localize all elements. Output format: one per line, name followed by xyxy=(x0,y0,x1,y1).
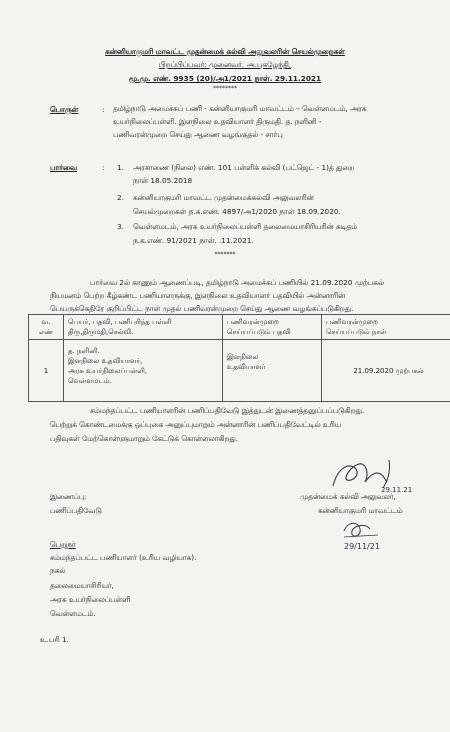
reference-3-line-1: வெள்ளமடம், அரசு உயர்நிலைப்பள்ளி தலைமையாசிரியரின் கடிதம் xyxy=(133,222,358,231)
reference-1-line-2: நாள் 18.05.2018 xyxy=(133,176,193,185)
header-details xyxy=(64,315,223,340)
reference-2-line-2: செயல்முறைகள் ந.க.எண். 4897/அ1/2020 நாள் 18.09.2020. xyxy=(133,207,341,216)
cell-post-line-2: உதவியாளர் xyxy=(227,363,266,371)
recipient-line: சம்மந்தப்பட்ட பணியாளர் (உரிய வழியாக). xyxy=(50,553,197,562)
reference-2-line-1: கன்னியாகுமரி மாவட்ட முதன்மைக்கல்வி அலுவலரின் xyxy=(133,193,314,202)
header-serial-line-2: எண் xyxy=(38,328,54,336)
office-title: கன்னியாகுமரி மாவட்ட முதன்மைக் கல்வி அலுவலரின் செயல்முறைகள் xyxy=(105,47,345,56)
copy-line-3: வெள்ளமடம். xyxy=(50,609,96,618)
header-post xyxy=(223,315,322,340)
copy-line-1: தலைமையாசிரியர், xyxy=(50,581,114,590)
cell-post-line-1: இளநிலை xyxy=(227,353,259,361)
reference-label: பார்வை xyxy=(50,163,77,172)
closing-line-3: பதிவுகள் மேற்கொள்ளுமாறும் கேட்டுக் கொள்ளலாகிறது. xyxy=(50,434,239,443)
reference-colon: : xyxy=(102,163,105,172)
copy-label: நகல் xyxy=(50,566,66,575)
body-line-1: பார்வை 2ல் காணும் ஆணைப்படி, தமிழ்நாடு அமைச்சுப் பணியில் 21.09.2020 முற்பகல் xyxy=(90,278,384,287)
cell-details-line-4: வெள்ளமடம். xyxy=(68,377,112,385)
header-date-line-2: செய்யப்படும் நாள் xyxy=(326,328,387,336)
reference-1-line-1: அரசாணை (நிலை) எண். 101 பள்ளிக் கல்வி (பட்ஜெட் - 1)த் துறை xyxy=(133,163,355,172)
subject-label: பொருள் xyxy=(50,105,79,114)
copy-line-2: அரசு உயர்நிலைப்பள்ளி xyxy=(50,595,131,604)
cell-post xyxy=(223,340,322,402)
closing-line-1: சம்மந்தப்பட்ட பணியாளரின் பணிப்பதிவேடு இத்துடன் இணைத்தனுப்பப்படுகிறது. xyxy=(90,406,365,415)
enclosure-label: இணைப்பு: xyxy=(50,492,87,501)
separator-stars-2: ******* xyxy=(214,251,236,258)
header-post-line-1: பணிவரன்முறை xyxy=(227,318,279,326)
table-header-row xyxy=(29,315,450,340)
cell-details-line-1: த. நளினி. xyxy=(68,347,100,355)
initials-signature xyxy=(338,517,398,553)
subject-line-2: உயர்நிலைப்பள்ளி. இளநிலை உதவியாளர் திருமதி. த. நளினி - xyxy=(113,117,322,126)
cell-date: 21.09.2020 முற்பகல் xyxy=(322,340,450,402)
subject-line-1: தமிழ்நாடு அமைச்சுப் பணி - கன்னியாகுமரி மாவட்டம் – வெள்ளமடம், அரசு xyxy=(113,104,367,113)
body-line-2: நியமனம் பெற்ற கீழ்கண்ட பணியாளருக்கு, இளநிலை உதவியாளர் பதவியில் அன்னாரின் xyxy=(50,291,346,300)
signatory-district: கன்னியாகுமரி மாவட்டம் xyxy=(318,506,403,515)
enclosure-item: பணிப்பதிவேடு xyxy=(50,506,102,515)
header-serial xyxy=(29,315,64,340)
cell-serial: 1 xyxy=(29,340,64,402)
reference-3-line-2: ந.க.எண். 91/2021 நாள். .11.2021. xyxy=(133,236,254,245)
header-details-line-2: திரு,திருமதி,செல்வி. xyxy=(68,328,134,336)
regularisation-table xyxy=(28,314,450,402)
header-serial-line-1: வ. xyxy=(41,318,51,326)
closing-line-2: பெற்றுக் கொண்டமைக்கு ஒப்புகை அனுப்புமாறும் அன்னாரின் பணிப்பதிவேட்டில் உரிய xyxy=(50,420,342,429)
recipient-label: பெறுநர் xyxy=(50,540,76,549)
subject-colon: : xyxy=(102,105,105,114)
officer-signature-date: 29.11.21 xyxy=(381,486,413,494)
cell-details-line-3: அரசு உயர்நிலைப்பள்ளி, xyxy=(68,367,148,375)
reference-num-3: 3. xyxy=(117,222,124,231)
reference-number: மூ.மு. எண். 9935 (20)/அ1/2021 நாள். 29.11.2021 xyxy=(128,74,322,83)
initials-date: 29/11/21 xyxy=(344,542,380,551)
separator-stars: ******** xyxy=(213,85,237,92)
header-details-line-1: பெயர், பதவி, பணிபுரிந்த பள்ளி xyxy=(68,318,172,326)
table-row xyxy=(29,340,450,402)
header-post-line-2: செய்யப்படும் பதவி xyxy=(227,328,291,336)
footer-note: உ.பரி 1. xyxy=(40,635,69,644)
cell-details xyxy=(64,340,223,402)
cell-details-line-2: இளநிலை உதவியாளர், xyxy=(68,357,143,365)
header-date xyxy=(322,315,450,340)
reference-num-1: 1. xyxy=(117,163,124,172)
signatory-title: முதன்மைக் கல்வி அலுவலர், xyxy=(300,492,396,501)
reference-num-2: 2. xyxy=(117,193,124,202)
header-date-line-1: பணிவரன்முறை xyxy=(326,318,378,326)
body-line-3: பெயருக்கெதிரே குறிப்பிட்ட நாள் முதல் பணிவரன்முறை செய்து ஆணை வழங்கப்படுகிறது. xyxy=(50,304,354,313)
subject-line-3: பணிவரன்முறை செய்து ஆணை வழங்குதல் - சார்பு xyxy=(113,130,283,139)
issuer-line: பிறப்பிப்பவர்: முனைவர். அ.புகழேந்தி, xyxy=(158,60,292,69)
